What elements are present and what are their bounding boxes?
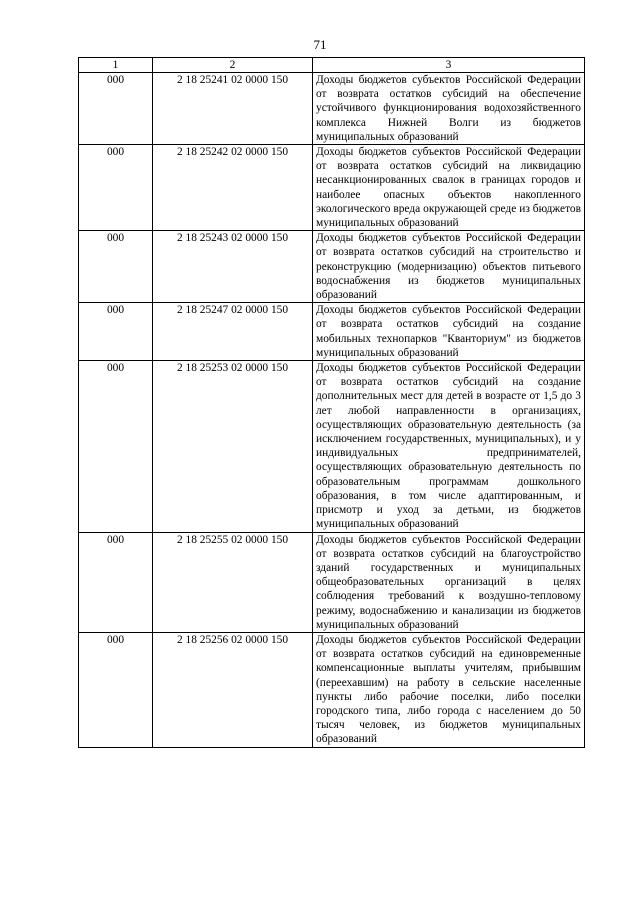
admin-code-cell: 000 — [79, 145, 153, 231]
table-row — [79, 632, 585, 747]
kbk-code-cell: 2 18 25241 02 0000 150 — [153, 73, 313, 145]
table-row — [79, 532, 585, 632]
column-header-2: 2 — [153, 58, 313, 73]
kbk-code-cell: 2 18 25242 02 0000 150 — [153, 145, 313, 231]
description-cell: Доходы бюджетов субъектов Российской Федерации от возврата остатков субсидий на единовременные компенсационные выплаты учителям, прибывшим (переехавшим) на работу в сельские населенные пункты либо рабочие поселки, либо поселки городского типа, либо города с населением до 50 тысяч человек, из бюджетов муниципальных образований — [313, 632, 585, 747]
kbk-code-cell: 2 18 25256 02 0000 150 — [153, 632, 313, 747]
column-header-3: 3 — [313, 58, 585, 73]
kbk-code-cell: 2 18 25255 02 0000 150 — [153, 532, 313, 632]
description-cell: Доходы бюджетов субъектов Российской Федерации от возврата остатков субсидий на создание мобильных технопарков "Кванториум" из бюджетов муниципальных образований — [313, 303, 585, 361]
column-header-1: 1 — [79, 58, 153, 73]
page-number: 71 — [313, 37, 327, 52]
admin-code-cell: 000 — [79, 361, 153, 532]
description-cell: Доходы бюджетов субъектов Российской Федерации от возврата остатков субсидий на ликвидацию несанкционированных свалок в границах городов и наиболее опасных объектов накопленного экологического вреда окружающей среде из бюджетов муниципальных образований — [313, 145, 585, 231]
description-cell: Доходы бюджетов субъектов Российской Федерации от возврата остатков субсидий на обеспечение устойчивого функционирования водохозяйственного комплекса Нижней Волги из бюджетов муниципальных образований — [313, 73, 585, 145]
table-row — [79, 303, 585, 361]
kbk-code-cell: 2 18 25253 02 0000 150 — [153, 361, 313, 532]
budget-classification-table — [78, 57, 585, 748]
table-header-row — [79, 58, 585, 73]
table-row — [79, 73, 585, 145]
admin-code-cell: 000 — [79, 632, 153, 747]
table-row — [79, 361, 585, 532]
kbk-code-cell: 2 18 25247 02 0000 150 — [153, 303, 313, 361]
description-cell: Доходы бюджетов субъектов Российской Федерации от возврата остатков субсидий на создание дополнительных мест для детей в возрасте от 1,5 до 3 лет любой направленности в организациях, осуществляющих образовательную деятельность (за исключением государственных, муниципальных), и у индивидуальных предпринимателей, осуществляющих образовательную деятельность по образовательным программам дошкольного образования, в том числе адаптированным, и присмотр и уход за детьми, из бюджетов муниципальных образований — [313, 361, 585, 532]
admin-code-cell: 000 — [79, 73, 153, 145]
kbk-code-cell: 2 18 25243 02 0000 150 — [153, 231, 313, 303]
description-cell: Доходы бюджетов субъектов Российской Федерации от возврата остатков субсидий на благоустройство зданий государственных и муниципальных общеобразовательных организаций в целях соблюдения требований к воздушно-тепловому режиму, водоснабжению и канализации из бюджетов муниципальных образований — [313, 532, 585, 632]
table-row — [79, 145, 585, 231]
table-row — [79, 231, 585, 303]
admin-code-cell: 000 — [79, 303, 153, 361]
admin-code-cell: 000 — [79, 532, 153, 632]
description-cell: Доходы бюджетов субъектов Российской Федерации от возврата остатков субсидий на строительство и реконструкцию (модернизацию) объектов питьевого водоснабжения из бюджетов муниципальных образований — [313, 231, 585, 303]
admin-code-cell: 000 — [79, 231, 153, 303]
